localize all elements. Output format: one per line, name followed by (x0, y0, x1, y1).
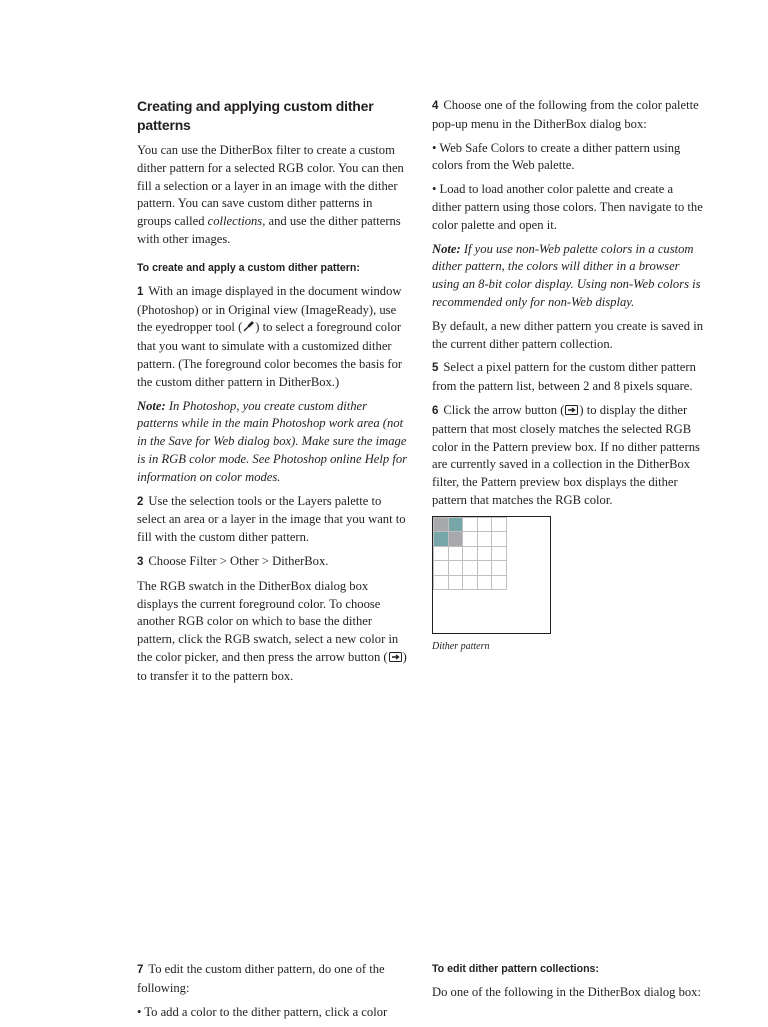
pattern-cell (491, 546, 506, 561)
procedure-heading: To create and apply a custom dither pattern: (137, 261, 360, 274)
pattern-cell (491, 575, 506, 590)
pattern-cell (477, 531, 492, 546)
note-photoshop: Note: In Photoshop, you create custom dither patterns while in the main Photoshop work area (not in the Save for Web dialog box). Make sure the image is in RGB color mode. See Photoshop online Help for information on color modes. (137, 398, 408, 484)
bullet-load: • Load to load another color palette and create a dither pattern using those colors. Then navigate to the color palette and open it. (432, 182, 703, 232)
arrow-button-icon (389, 650, 402, 668)
pattern-cell (433, 560, 448, 575)
pattern-cell (491, 517, 506, 532)
pattern-cell (448, 531, 463, 546)
default-collection-paragraph: By default, a new dither pattern you create is saved in the current dither pattern collection. (432, 318, 704, 351)
pattern-cell (433, 517, 448, 532)
pattern-cell (477, 517, 492, 532)
pattern-cell (433, 575, 448, 590)
step-1: 1 With an image displayed in the document window (Photoshop) or in Original view (ImageReady), use the eyedropper tool ( ) to select a foreground color that you want to simulate with a customized dither pattern. (The foreground color becomes the basis for the custom dither pattern in DitherBox.) (137, 283, 403, 389)
bullet-web-safe: • Web Safe Colors to create a dither pattern using colors from the Web palette. (432, 140, 681, 173)
pattern-cell (433, 546, 448, 561)
step-4: 4 Choose one of the following from the color palette pop-up menu in the DitherBox dialog box: (432, 98, 699, 131)
pattern-cell (462, 560, 477, 575)
pattern-cell (477, 560, 492, 575)
dither-pattern-grid (433, 517, 507, 591)
intro-paragraph: You can use the DitherBox filter to create a custom dither pattern for a selected RGB color. You can then fill a selection or a layer in an image with the dither pattern. You can save custom dither patterns in groups called collections, and use the dither patterns with other images. (137, 143, 404, 246)
pattern-cell (477, 575, 492, 590)
section-heading: Creating and applying custom dither patterns (137, 98, 374, 133)
pattern-cell (491, 560, 506, 575)
rgb-swatch-paragraph: The RGB swatch in the DitherBox dialog box displays the current foreground color. To choose another RGB color on which to base the dither pattern, click the RGB swatch, select a new color in the color picker, and then press the arrow button ( ) to transfer it to the pattern box. (137, 578, 407, 683)
step-2: 2 Use the selection tools or the Layers palette to select an area or a layer in the image that you want to fill with the custom dither pattern. (137, 493, 406, 545)
step-6: 6 Click the arrow button ( ) to display the dither pattern that most closely matches the selected RGB color in the Pattern preview box. If no dither patterns are currently saved in a collection in the DitherBox filter, the Pattern preview box displays the dither pattern that matches the RGB color. (432, 402, 700, 507)
pattern-cell (462, 546, 477, 561)
pattern-cell (433, 531, 448, 546)
step-5: 5 Select a pixel pattern for the custom dither pattern from the pattern list, between 2 and 8 pixels square. (432, 360, 696, 394)
left-column (137, 97, 409, 692)
note-non-web: Note: If you use non-Web palette colors in a custom dither pattern, the colors will dither in a browser using an 8-bit color display. Using non-Web colors is recommended only for non-Web display. (432, 241, 701, 309)
collections-heading: To edit dither pattern collections: (432, 963, 599, 975)
pattern-cell (448, 575, 463, 590)
pattern-cell (462, 575, 477, 590)
step-7: 7 To edit the custom dither pattern, do one of the following: (137, 962, 385, 995)
pattern-cell (491, 531, 506, 546)
dither-pattern-figure (432, 516, 551, 634)
right-column (432, 97, 704, 653)
pattern-cell (462, 517, 477, 532)
pattern-cell (448, 560, 463, 575)
bottom-right-column (432, 950, 704, 1008)
collections-intro: Do one of the following in the DitherBox dialog box: (432, 985, 701, 999)
pattern-cell (448, 546, 463, 561)
arrow-button-icon (565, 403, 578, 421)
pattern-cell (477, 546, 492, 561)
eyedropper-icon (243, 320, 254, 338)
bullet-add-color: • To add a color to the dither pattern, click a color (137, 1004, 388, 1019)
bottom-left-column (137, 961, 409, 1027)
step-3: 3 Choose Filter > Other > DitherBox. (137, 553, 329, 568)
pattern-cell (462, 531, 477, 546)
pattern-cell (448, 517, 463, 532)
figure-caption: Dither pattern (432, 640, 490, 652)
